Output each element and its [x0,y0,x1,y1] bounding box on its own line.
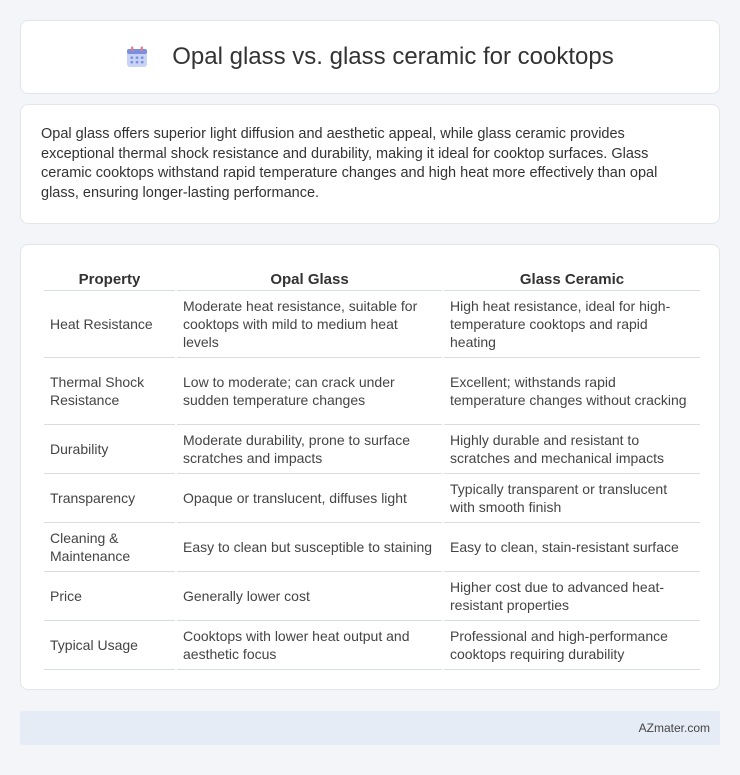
table-row [44,523,700,572]
table-cell-glass-ceramic: Higher cost due to advanced heat-resistant properties [444,572,700,621]
footer [20,711,720,745]
table-cell-opal-glass: Easy to clean but susceptible to staining [177,523,442,572]
table-row [44,572,700,621]
table-cell-opal-glass: Low to moderate; can crack under sudden temperature changes [177,358,442,425]
table-row [44,474,700,523]
table-cell-property: Thermal Shock Resistance [44,358,175,425]
table-row [44,621,700,670]
table-cell-property: Heat Resistance [44,291,175,358]
table-cell-glass-ceramic: High heat resistance, ideal for high-temperature cooktops and rapid heating [444,291,700,358]
summary-text: Opal glass offers superior light diffusion and aesthetic appeal, while glass ceramic provides exceptional thermal shock resistance and durability, making it ideal for cooktop surfaces. Glass ceramic cooktops withstand rapid temperature changes and high heat more effectively than opal glass, ensuring longer-lasting performance. [41,126,658,201]
header-glass-ceramic: Glass Ceramic [444,265,700,291]
table-cell-glass-ceramic: Easy to clean, stain-resistant surface [444,523,700,572]
table-cell-property: Cleaning & Maintenance [44,523,175,572]
calendar-icon [126,46,148,68]
title-card [20,20,720,94]
header-opal-glass: Opal Glass [177,265,442,291]
table-cell-opal-glass: Moderate durability, prone to surface scratches and impacts [177,425,442,474]
table-row [44,358,700,425]
table-cell-opal-glass: Moderate heat resistance, suitable for cooktops with mild to medium heat levels [177,291,442,358]
footer-source-link[interactable]: AZmater.com [638,721,710,735]
table-cell-opal-glass: Cooktops with lower heat output and aesthetic focus [177,621,442,670]
table-row [44,291,700,358]
comparison-table [42,265,702,670]
summary-card [20,104,720,224]
table-cell-property: Durability [44,425,175,474]
table-cell-glass-ceramic: Professional and high-performance cooktops requiring durability [444,621,700,670]
table-cell-opal-glass: Generally lower cost [177,572,442,621]
header-property: Property [44,265,175,291]
table-header-row [44,265,700,291]
table-cell-property: Price [44,572,175,621]
table-cell-glass-ceramic: Highly durable and resistant to scratches and mechanical impacts [444,425,700,474]
table-cell-glass-ceramic: Typically transparent or translucent with smooth finish [444,474,700,523]
table-cell-property: Typical Usage [44,621,175,670]
table-row [44,425,700,474]
comparison-table-card [20,244,720,690]
table-cell-property: Transparency [44,474,175,523]
table-cell-opal-glass: Opaque or translucent, diffuses light [177,474,442,523]
table-cell-glass-ceramic: Excellent; withstands rapid temperature changes without cracking [444,358,700,425]
page-title: Opal glass vs. glass ceramic for cooktops [172,43,614,70]
